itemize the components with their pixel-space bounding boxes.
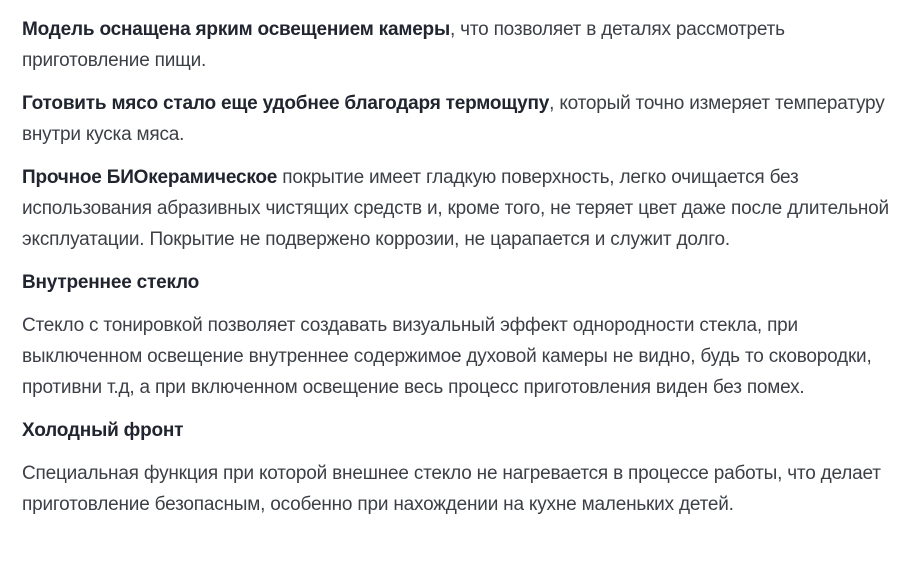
feature-text-camera-light: , что позволяет в деталях рассмотреть приготовление пищи. [22,19,785,71]
feature-bold-bioceramic: Прочное БИОкерамическое [22,167,278,188]
feature-text-meat-probe: , который точно измеряет температуру внутри куска мяса. [22,93,885,145]
feature-paragraph-bioceramic-coating [22,162,892,255]
feature-text-cold-front: Специальная функция при которой внешнее стекло не нагревается в процессе работы, что делает приготовление безопасным, особенно при нахождении на кухне маленьких детей. [22,463,881,515]
feature-paragraph-camera-light [22,14,892,76]
product-description [22,14,892,520]
feature-bold-camera-light: Модель оснащена ярким освещением камеры [22,19,450,40]
feature-paragraph-meat-probe [22,88,892,150]
feature-paragraph-inner-glass [22,310,892,403]
feature-text-inner-glass: Стекло с тонировкой позволяет создавать визуальный эффект однородности стекла, при выключенном освещение внутреннее содержимое духовой камеры не видно, будь то сковородки, противни т.д, а при включенном освещение весь процесс приготовления виден без помех. [22,315,872,398]
feature-paragraph-cold-front [22,458,892,520]
section-heading-inner-glass: Внутреннее стекло [22,272,200,293]
feature-bold-meat-probe: Готовить мясо стало еще удобнее благодаря термощупу [22,93,550,114]
section-heading-cold-front: Холодный фронт [22,420,184,441]
feature-text-bioceramic: покрытие имеет гладкую поверхность, легко очищается без использования абразивных чистящих средств и, кроме того, не теряет цвет даже после длительной эксплуатации. Покрытие не подвержено коррозии, не царапается и служит долго. [22,167,889,250]
